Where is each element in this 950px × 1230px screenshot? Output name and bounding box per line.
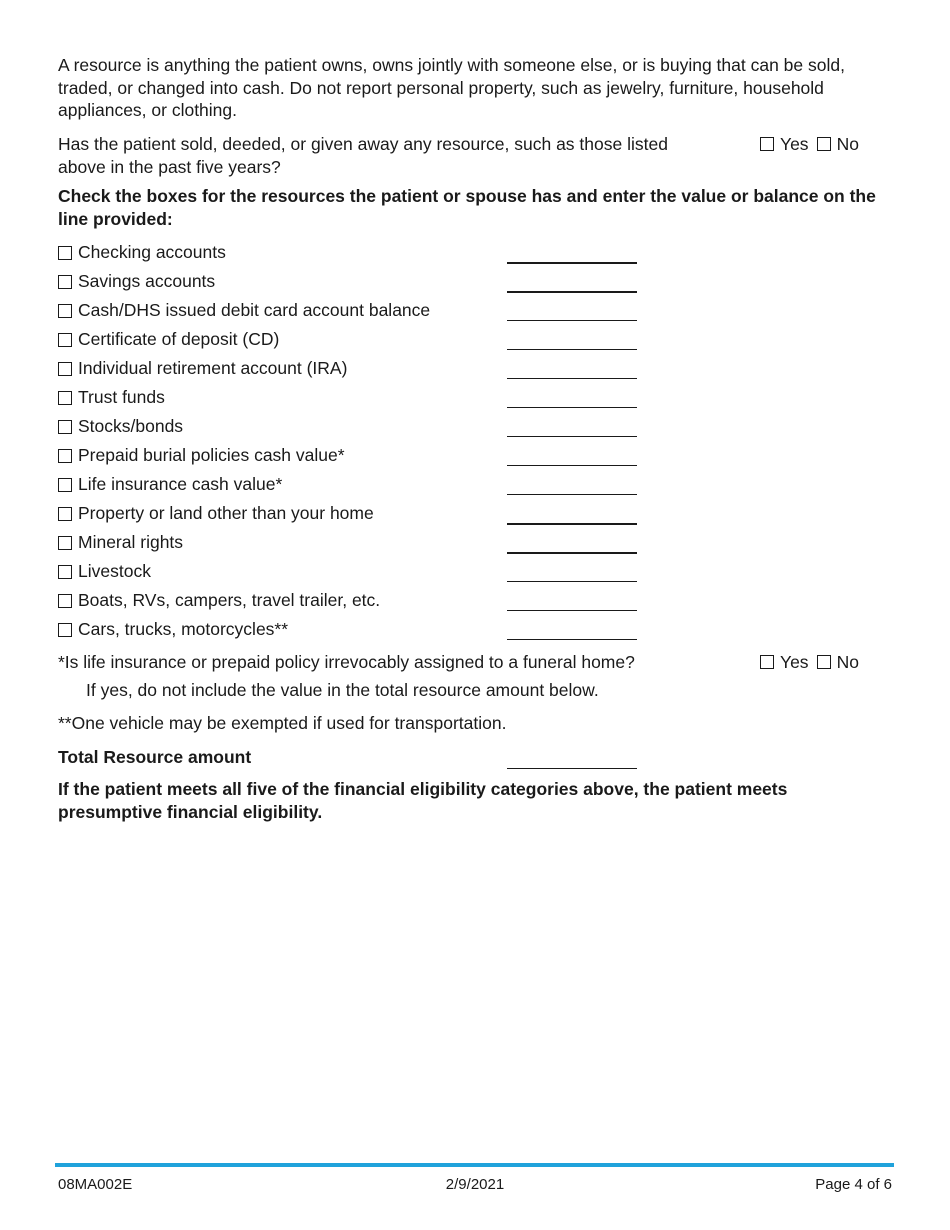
savings-checkbox[interactable]: [58, 275, 72, 289]
boats-rvs-checkbox[interactable]: [58, 594, 72, 608]
resource-item-burial-policies: [58, 441, 658, 470]
form-date: 2/9/2021: [445, 1176, 505, 1193]
mineral-rights-value-line[interactable]: [507, 552, 637, 554]
question-resource-transfer-options: [760, 133, 861, 155]
resource-transfer-no-label: No: [836, 134, 859, 154]
resource-item-mineral-rights: [58, 528, 658, 557]
livestock-value-line[interactable]: [507, 581, 637, 582]
cd-value-line[interactable]: [507, 349, 637, 350]
stocks-bonds-checkbox[interactable]: [58, 420, 72, 434]
vehicles-label: Cars, trucks, motorcycles**: [78, 619, 289, 639]
total-resource-value-line[interactable]: [507, 768, 637, 769]
irrevocable-no-label: No: [836, 652, 859, 672]
resource-item-livestock: [58, 557, 658, 586]
question-irrevocable-assignment-options: [760, 651, 861, 673]
cd-checkbox[interactable]: [58, 333, 72, 347]
resources-heading: Check the boxes for the resources the patient or spouse has and enter the value or balance on the line provided:: [58, 186, 876, 229]
mineral-rights-label: Mineral rights: [78, 532, 184, 552]
intro-paragraph: A resource is anything the patient owns, owns jointly with someone else, or is buying that can be sold, traded, or changed into cash. Do not report personal property, such as jewelry, furniture, household appliances, or clothing.: [58, 55, 845, 120]
resource-item-trust-funds: [58, 383, 658, 412]
cash-debit-label: Cash/DHS issued debit card account balance: [78, 300, 431, 320]
resource-item-ira: [58, 354, 658, 383]
property-land-value-line[interactable]: [507, 523, 637, 525]
resource-transfer-no-checkbox[interactable]: [817, 137, 831, 151]
question-irrevocable-assignment-text: *Is life insurance or prepaid policy irrevocably assigned to a funeral home?: [58, 652, 635, 672]
total-resource-label: Total Resource amount: [58, 747, 252, 767]
footer-divider: [55, 1163, 894, 1167]
boats-rvs-label: Boats, RVs, campers, travel trailer, etc.: [78, 590, 381, 610]
mineral-rights-checkbox[interactable]: [58, 536, 72, 550]
livestock-label: Livestock: [78, 561, 151, 581]
irrevocable-no-checkbox[interactable]: [817, 655, 831, 669]
resource-item-cd: [58, 325, 658, 354]
burial-policies-checkbox[interactable]: [58, 449, 72, 463]
cash-debit-checkbox[interactable]: [58, 304, 72, 318]
checking-value-line[interactable]: [507, 262, 637, 264]
page-number: Page 4 of 6: [815, 1176, 892, 1193]
burial-policies-label: Prepaid burial policies cash value*: [78, 445, 345, 465]
resource-item-checking: [58, 238, 658, 267]
livestock-checkbox[interactable]: [58, 565, 72, 579]
checking-checkbox[interactable]: [58, 246, 72, 260]
ira-label: Individual retirement account (IRA): [78, 358, 348, 378]
cash-debit-value-line[interactable]: [507, 320, 637, 321]
vehicle-exemption-note: **One vehicle may be exempted if used for transportation.: [58, 713, 507, 733]
resource-list: [58, 238, 658, 644]
vehicles-value-line[interactable]: [507, 639, 637, 640]
burial-policies-value-line[interactable]: [507, 465, 637, 466]
irrevocable-yes-checkbox[interactable]: [760, 655, 774, 669]
checking-label: Checking accounts: [78, 242, 226, 262]
property-land-checkbox[interactable]: [58, 507, 72, 521]
form-page: [58, 0, 894, 1230]
cd-label: Certificate of deposit (CD): [78, 329, 280, 349]
eligibility-note: If the patient meets all five of the financial eligibility categories above, the patient meets presumptive financial eligibility.: [58, 779, 788, 822]
resource-transfer-yes-label: Yes: [780, 134, 809, 154]
life-insurance-checkbox[interactable]: [58, 478, 72, 492]
life-insurance-value-line[interactable]: [507, 494, 637, 495]
resource-item-life-insurance: [58, 470, 658, 499]
stocks-bonds-value-line[interactable]: [507, 436, 637, 437]
question-resource-transfer-text: Has the patient sold, deeded, or given away any resource, such as those listed above in the past five years?: [58, 134, 668, 177]
resource-item-cash-debit: [58, 296, 658, 325]
ira-value-line[interactable]: [507, 378, 637, 379]
form-number: 08MA002E: [58, 1176, 133, 1193]
vehicles-checkbox[interactable]: [58, 623, 72, 637]
property-land-label: Property or land other than your home: [78, 503, 374, 523]
ira-checkbox[interactable]: [58, 362, 72, 376]
resource-item-vehicles: [58, 615, 658, 644]
resource-item-boats-rvs: [58, 586, 658, 615]
resource-item-stocks-bonds: [58, 412, 658, 441]
stocks-bonds-label: Stocks/bonds: [78, 416, 184, 436]
resource-transfer-yes-checkbox[interactable]: [760, 137, 774, 151]
boats-rvs-value-line[interactable]: [507, 610, 637, 611]
resource-item-savings: [58, 267, 658, 296]
savings-label: Savings accounts: [78, 271, 216, 291]
life-insurance-label: Life insurance cash value*: [78, 474, 283, 494]
irrevocable-note: If yes, do not include the value in the total resource amount below.: [86, 680, 599, 700]
resource-item-property-land: [58, 499, 658, 528]
trust-funds-label: Trust funds: [78, 387, 165, 407]
trust-funds-checkbox[interactable]: [58, 391, 72, 405]
savings-value-line[interactable]: [507, 291, 637, 293]
irrevocable-yes-label: Yes: [780, 652, 809, 672]
trust-funds-value-line[interactable]: [507, 407, 637, 408]
